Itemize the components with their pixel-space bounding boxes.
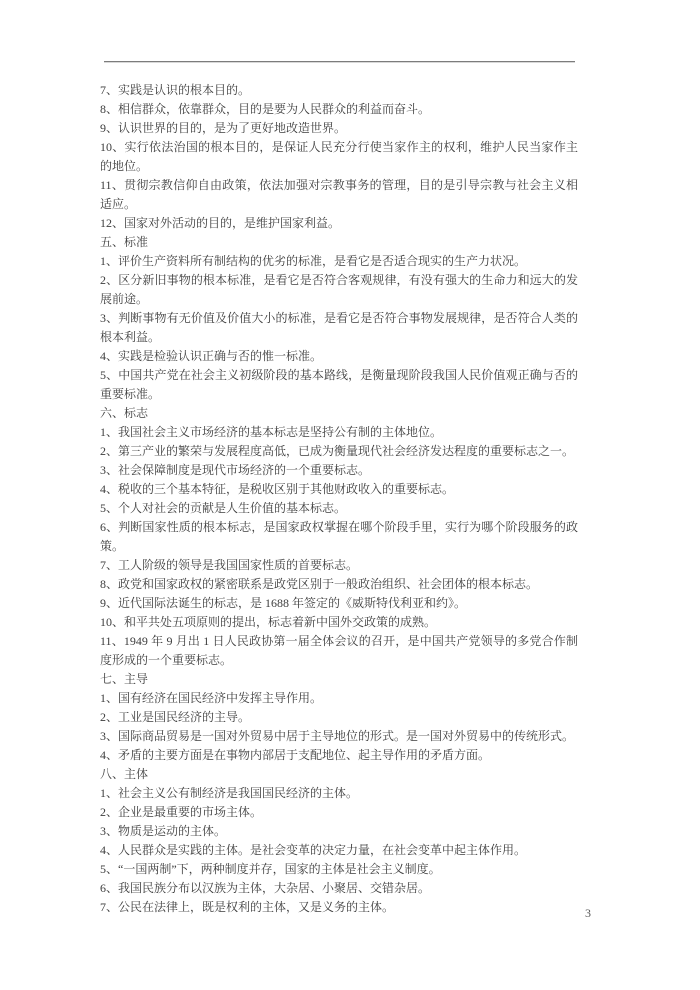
list-item: 4、实践是检验认识正确与否的惟一标准。 — [100, 349, 323, 363]
list-item: 9、认识世界的目的，是为了更好地改造世界。 — [100, 121, 347, 135]
section-heading-leading: 七、主导 — [100, 672, 149, 686]
document-body — [100, 81, 578, 917]
list-item: 12、国家对外活动的目的，是维护国家利益。 — [100, 216, 341, 230]
list-item: 7、实践是认识的根本目的。 — [100, 83, 251, 97]
list-item: 1、国有经济在国民经济中发挥主导作用。 — [100, 691, 323, 705]
list-item: 4、税收的三个基本特征，是税收区别于其他财政收入的重要标志。 — [100, 482, 455, 496]
list-item: 11、贯彻宗教信仰自由政策，依法加强对宗教事务的管理，目的是引导宗教与社会主义相适应。 — [100, 178, 578, 211]
list-item: 2、区分新旧事物的根本标准，是看它是否符合客观规律，有没有强大的生命力和远大的发展前途。 — [100, 273, 578, 306]
list-item: 2、第三产业的繁荣与发展程度高低，已成为衡量现代社会经济发达程度的重要标志之一。 — [100, 444, 575, 458]
list-item: 3、社会保障制度是现代市场经济的一个重要标志。 — [100, 463, 371, 477]
list-item: 2、工业是国民经济的主导。 — [100, 710, 251, 724]
section-heading-standards: 五、标准 — [100, 235, 149, 249]
list-item: 7、公民在法律上，既是权利的主体，又是义务的主体。 — [100, 900, 395, 914]
list-item: 1、我国社会主义市场经济的基本标志是坚持公有制的主体地位。 — [100, 425, 443, 439]
list-item: 5、个人对社会的贡献是人生价值的基本标志。 — [100, 501, 347, 515]
list-item: 4、矛盾的主要方面是在事物内部居于支配地位、起主导作用的矛盾方面。 — [100, 748, 491, 762]
list-item: 3、判断事物有无价值及价值大小的标准，是看它是否符合事物发展规律，是否符合人类的根本利益。 — [100, 311, 578, 344]
list-item: 2、企业是最重要的市场主体。 — [100, 805, 263, 819]
section-heading-main-body: 八、主体 — [100, 767, 149, 781]
list-item: 11、1949 年 9 月出 1 日人民政协第一届全体会议的召开，是中国共产党领导的多党合作制度形成的一个重要标志。 — [100, 634, 578, 667]
list-item: 10、和平共处五项原则的提出，标志着新中国外交政策的成熟。 — [100, 615, 437, 629]
list-item: 8、相信群众，依靠群众，目的是要为人民群众的利益而奋斗。 — [100, 102, 431, 116]
list-item: 6、我国民族分布以汉族为主体，大杂居、小聚居、交错杂居。 — [100, 881, 431, 895]
list-item: 8、政党和国家政权的紧密联系是政党区别于一般政治组织、社会团体的根本标志。 — [100, 577, 539, 591]
list-item: 4、人民群众是实践的主体。是社会变革的决定力量，在社会变革中起主体作用。 — [100, 843, 527, 857]
list-item: 3、国际商品贸易是一国对外贸易中居于主导地位的形式。是一国对外贸易中的传统形式。 — [100, 729, 575, 743]
list-item: 7、工人阶级的领导是我国国家性质的首要标志。 — [100, 558, 359, 572]
list-item: 5、“一国两制”下，两种制度并存，国家的主体是社会主义制度。 — [100, 862, 441, 876]
list-item: 10、实行依法治国的根本目的，是保证人民充分行使当家作主的权利，维护人民当家作主的地位。 — [100, 140, 578, 173]
page-number: 3 — [585, 906, 591, 920]
list-item: 3、物质是运动的主体。 — [100, 824, 227, 838]
section-heading-marks: 六、标志 — [100, 406, 149, 420]
list-item: 5、中国共产党在社会主义初级阶段的基本路线，是衡量现阶段我国人民价值观正确与否的重要标准。 — [100, 368, 578, 401]
list-item: 1、社会主义公有制经济是我国国民经济的主体。 — [100, 786, 359, 800]
list-item: 9、近代国际法诞生的标志，是 1688 年签定的《威斯特伐利亚和约》。 — [100, 596, 467, 610]
list-item: 6、判断国家性质的根本标志，是国家政权掌握在哪个阶段手里，实行为哪个阶段服务的政策。 — [100, 520, 578, 553]
header-divider-line — [104, 61, 575, 63]
list-item: 1、评价生产资料所有制结构的优劣的标准，是看它是否适合现实的生产力状况。 — [100, 254, 527, 268]
